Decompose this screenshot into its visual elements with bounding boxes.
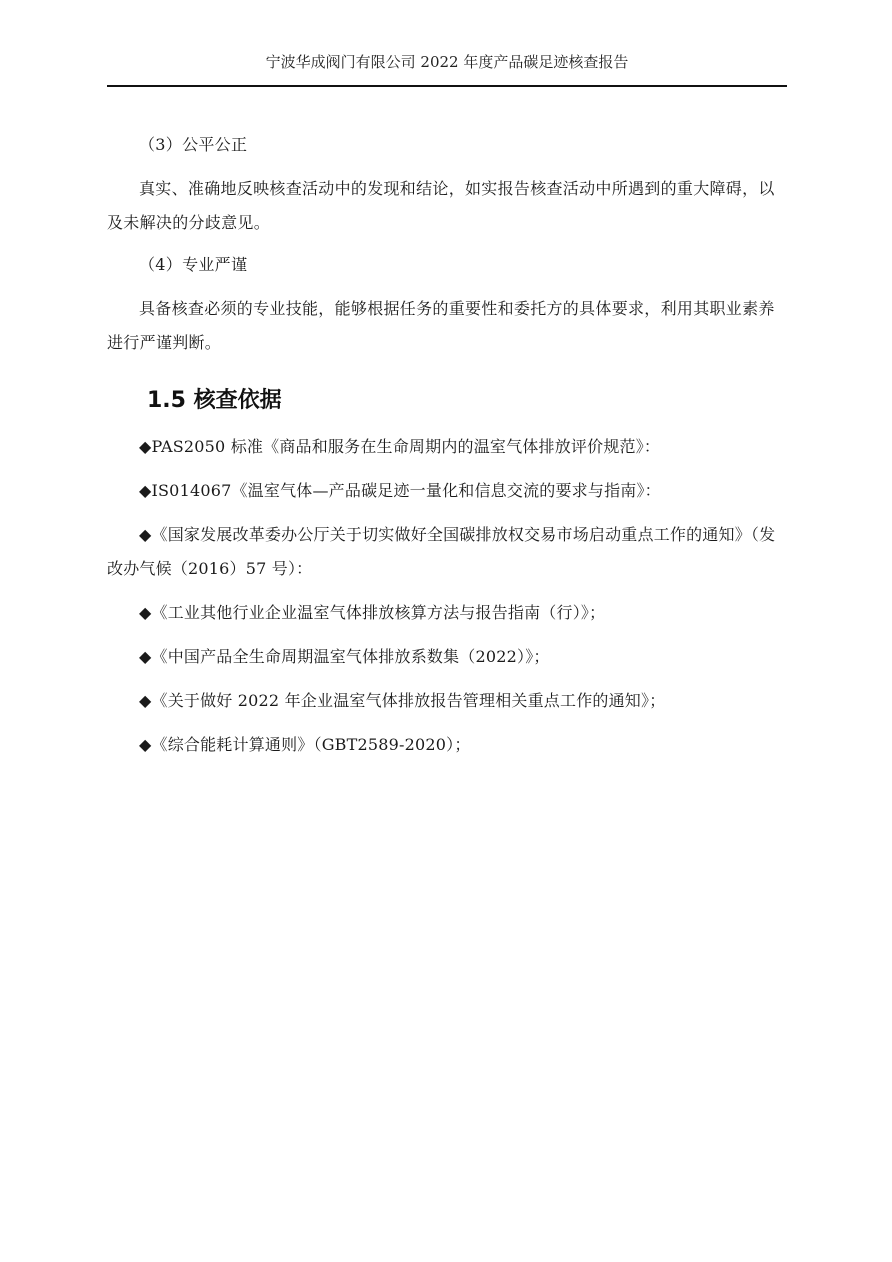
header-divider bbox=[107, 85, 787, 87]
document-body bbox=[107, 128, 785, 772]
basis-item-ndrc-notice: ◆《国家发展改革委办公厅关于切实做好全国碳排放权交易市场启动重点工作的通知》（发改办气候（2016）57 号）： bbox=[107, 525, 776, 578]
principle-3-text: 真实、准确地反映核查活动中的发现和结论，如实报告核查活动中所遇到的重大障碍，以及未解决的分歧意见。 bbox=[107, 179, 775, 232]
section-heading: 1.5 核查依据 bbox=[147, 388, 282, 413]
page-header-title: 宁波华成阀门有限公司 2022 年度产品碳足迹核查报告 bbox=[265, 53, 629, 71]
basis-item-industry-guide: ◆《工业其他行业企业温室气体排放核算方法与报告指南（行）》； bbox=[139, 603, 606, 622]
principle-3-title: （3）公平公正 bbox=[139, 135, 248, 154]
principle-4-title: （4）专业严谨 bbox=[139, 255, 248, 274]
basis-item-iso14067: ◆IS014067《温室气体—产品碳足迹一量化和信息交流的要求与指南》： bbox=[139, 481, 661, 500]
basis-item-energy-standard: ◆《综合能耗计算通则》（GBT2589-2020）； bbox=[139, 735, 471, 754]
basis-item-pas2050: ◆PAS2050 标准《商品和服务在生命周期内的温室气体排放评价规范》： bbox=[139, 437, 661, 456]
basis-item-2022-notice: ◆《关于做好 2022 年企业温室气体排放报告管理相关重点工作的通知》； bbox=[139, 691, 666, 710]
basis-item-emission-factors: ◆《中国产品全生命周期温室气体排放系数集（2022）》； bbox=[139, 647, 550, 666]
basis-list bbox=[107, 430, 785, 762]
principle-4-text: 具备核查必须的专业技能，能够根据任务的重要性和委托方的具体要求，利用其职业素养进行严谨判断。 bbox=[107, 299, 775, 352]
